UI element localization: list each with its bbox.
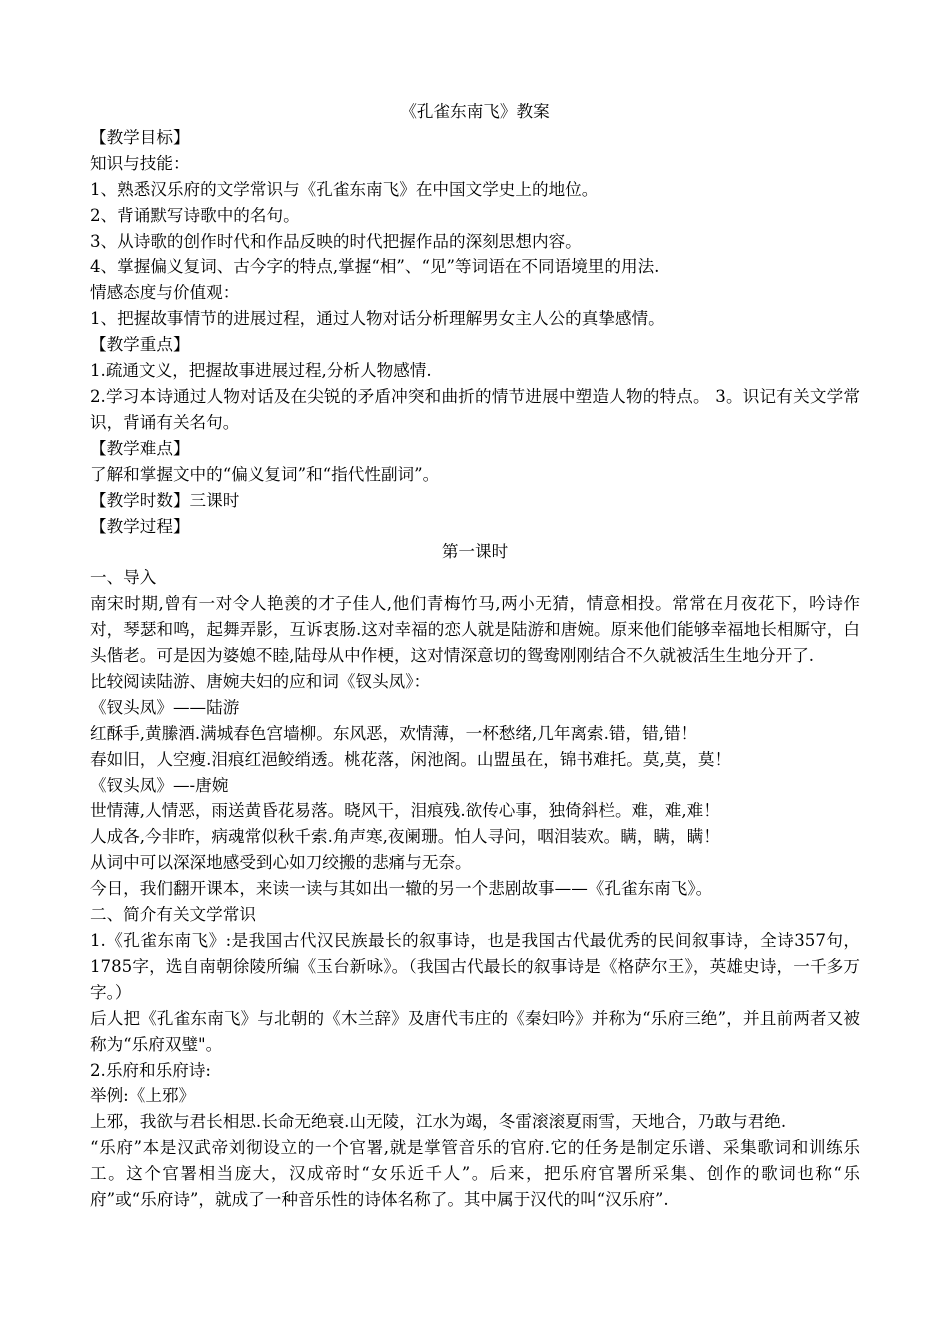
poem-line: 红酥手,黄縢酒.满城春色宫墙柳。东风恶，欢情薄，一杯愁绪,几年离索.错，错,错！	[90, 723, 698, 743]
poem-title: 《钗头凤》—-唐婉	[90, 775, 229, 795]
subheading-yuefu: 2.乐府和乐府诗:	[90, 1060, 211, 1080]
paragraph: 从词中可以深深地感受到心如刀绞搬的悲痛与无奈。	[90, 853, 472, 873]
section-heading-difficulties: 【教学难点】	[90, 438, 190, 458]
poem-title: 《钗头凤》——陆游	[90, 697, 240, 717]
section-heading-process: 【教学过程】	[90, 516, 190, 536]
difficulty-item: 了解和掌握文中的“偏义复词”和“指代性副词”。	[90, 464, 440, 484]
section-heading-literature: 二、简介有关文学常识	[90, 905, 256, 925]
section-heading-key-points: 【教学重点】	[90, 335, 190, 355]
paragraph: “乐府”本是汉武帝刘彻设立的一个官署,就是掌管音乐的官府.它的任务是制定乐谱、采集歌词和训练乐工。这个官署相当庞大，汉成帝时“女乐近千人”。后来，把乐府官署所采集、创作的歌词也称“乐府”或“乐府诗”，就成了一种音乐性的诗体名称了。其中属于汉代的叫“汉乐府”.	[90, 1138, 860, 1210]
paragraph: 1.《孔雀东南飞》:是我国古代汉民族最长的叙事诗，也是我国古代最优秀的民间叙事诗，全诗357句，1785字，选自南朝徐陵所编《玉台新咏》。（我国古代最长的叙事诗是《格萨尔王》，英雄史诗，一千多万字。）	[90, 931, 860, 1002]
attitude-item-1: 1、把握故事情节的进展过程，通过人物对话分析理解男女主人公的真挚感情。	[90, 309, 665, 329]
document-title: 《孔雀东南飞》教案	[400, 102, 550, 121]
key-point-2: 2.学习本诗通过人物对话及在尖锐的矛盾冲突和曲折的情节进展中塑造人物的特点。 3。识记有关文学常识，背诵有关名句。	[90, 386, 860, 432]
objective-item-2: 2、背诵默写诗歌中的名句。	[90, 205, 300, 225]
poem-line: 人成各,今非昨，病魂常似秋千索.角声寒,夜阑珊。怕人寻问，咽泪装欢。瞒，瞒，瞒！	[90, 827, 720, 847]
objective-item-4: 4、掌握偏义复词、古今字的特点,掌握“相”、“见”等词语在不同语境里的用法.	[90, 257, 660, 277]
lesson-heading: 第一课时	[441, 542, 509, 562]
subheading-attitude: 情感态度与价值观：	[90, 283, 240, 303]
example-label: 举例:《上邪》	[90, 1086, 196, 1106]
paragraph: 后人把《孔雀东南飞》与北朝的《木兰辞》及唐代韦庄的《秦妇吟》并称为“乐府三绝”，并且前两者又被称为“乐府双璧"。	[90, 1008, 860, 1054]
objective-item-1: 1、熟悉汉乐府的文学常识与《孔雀东南飞》在中国文学史上的地位。	[90, 179, 599, 199]
section-heading-hours: 【教学时数】三课时	[90, 490, 240, 510]
objective-item-3: 3、从诗歌的创作时代和作品反映的时代把握作品的深刻思想内容。	[90, 231, 582, 251]
poem-line: 春如旧，人空瘦.泪痕红浥鲛绡透。桃花落，闲池阁。山盟虽在，锦书难托。莫,莫，莫！	[90, 749, 732, 769]
section-heading-intro: 一、导入	[90, 568, 157, 588]
poem-line: 上邪，我欲与君长相思.长命无绝衰.山无陵，江水为竭，冬雷滚滚夏雨雪，天地合，乃敢与君绝.	[90, 1112, 787, 1132]
paragraph: 比较阅读陆游、唐婉夫妇的应和词《钗头凤》：	[90, 671, 431, 691]
paragraph: 今日，我们翻开课本，来读一读与其如出一辙的另一个悲剧故事——《孔雀东南飞》。	[90, 879, 713, 899]
subheading-knowledge: 知识与技能：	[90, 153, 190, 173]
poem-line: 世情薄,人情恶，雨送黄昏花易落。晓风干，泪痕残.欲传心事，独倚斜栏。难，难,难！	[90, 801, 720, 821]
section-heading-objectives: 【教学目标】	[90, 127, 190, 147]
document-page	[90, 99, 860, 1213]
paragraph: 南宋时期,曾有一对令人艳羡的才子佳人,他们青梅竹马,两小无猜，情意相投。常常在月夜花下，吟诗作对，琴瑟和鸣，起舞弄影，互诉衷肠.这对幸福的恋人就是陆游和唐婉。原来他们能够幸福地长相厮守，白头偕老。可是因为婆媳不睦,陆母从中作梗，这对情深意切的鸳鸯刚刚结合不久就被活生生地分开了.	[90, 594, 860, 666]
key-point-1: 1.疏通文义，把握故事进展过程,分析人物感情.	[90, 361, 432, 381]
